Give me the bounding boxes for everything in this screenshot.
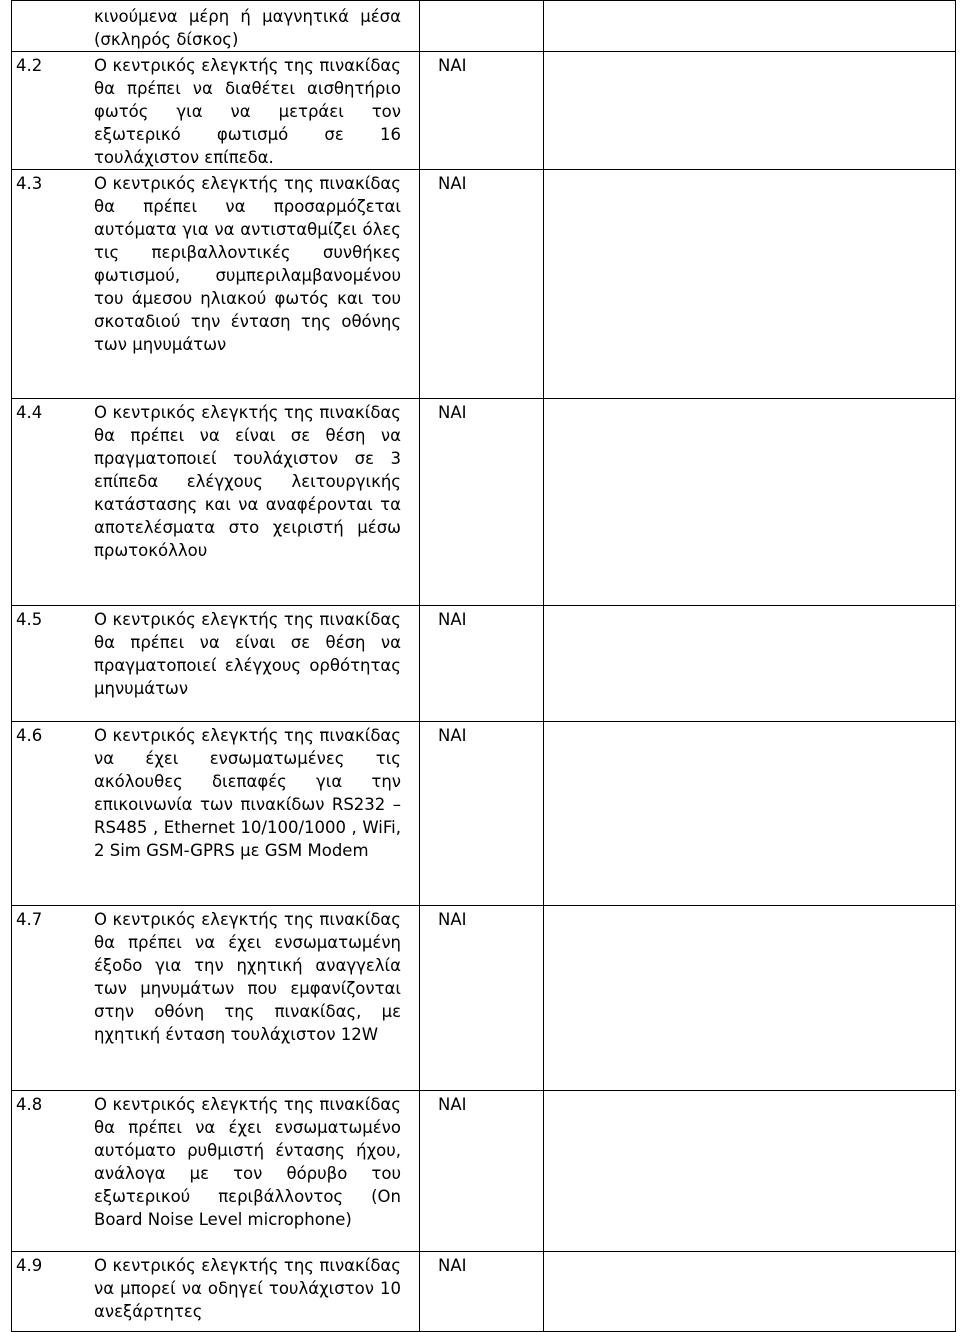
compliance-answer: ΝΑΙ (438, 910, 467, 929)
response-cell (420, 1091, 544, 1252)
response-cell (420, 1252, 544, 1332)
compliance-answer: ΝΑΙ (438, 1256, 467, 1275)
requirement-text: κινούμενα μέρη ή μαγνητικά μέσα (σκληρός δίσκος) (94, 7, 401, 49)
compliance-answer: ΝΑΙ (438, 56, 467, 75)
requirement-text: Ο κεντρικός ελεγκτής της πινακίδας θα πρέπει να είναι σε θέση να πραγματοποιεί ελέγχους ορθότητας μηνυμάτων (94, 610, 401, 698)
requirement-text: Ο κεντρικός ελεγκτής της πινακίδας θα πρέπει να έχει ενσωματωμένη έξοδο για την ηχητική αναγγελία των μηνυμάτων που εμφανίζονται στην οθόνη της πινακίδας, με ηχητική ένταση τουλάχιστον 12W (94, 910, 401, 1044)
requirement-number: 4.2 (16, 56, 43, 75)
requirement-text: Ο κεντρικός ελεγκτής της πινακίδας θα πρέπει να είναι σε θέση να πραγματοποιεί τουλάχιστον σε 3 επίπεδα ελέγχους λειτουργικής κατάστασης και να αναφέρονται τα αποτελέσματα στο χειριστή μέσω πρωτοκόλλου (94, 403, 401, 560)
requirement-number: 4.3 (16, 174, 43, 193)
reference-cell (544, 1091, 956, 1252)
response-cell (420, 399, 544, 606)
reference-cell (544, 399, 956, 606)
requirement-number: 4.4 (16, 403, 43, 422)
reference-cell (544, 906, 956, 1091)
table-row (12, 52, 956, 170)
requirement-cell (12, 722, 420, 906)
requirement-text: Ο κεντρικός ελεγκτής της πινακίδας θα πρέπει να διαθέτει αισθητήριο φωτός για να μετράει τον εξωτερικό φωτισμό σε 16 τουλάχιστον επίπεδα. (94, 56, 401, 167)
response-cell (420, 1, 544, 52)
table-row (12, 1252, 956, 1332)
requirement-cell (12, 170, 420, 399)
requirement-cell (12, 1252, 420, 1332)
compliance-answer: ΝΑΙ (438, 1095, 467, 1114)
requirement-number: 4.9 (16, 1256, 43, 1275)
requirement-number: 4.6 (16, 726, 43, 745)
requirement-cell (12, 52, 420, 170)
table-row-continuation (12, 1, 956, 52)
requirement-cell (12, 906, 420, 1091)
reference-cell (544, 722, 956, 906)
requirement-text: Ο κεντρικός ελεγκτής της πινακίδας θα πρέπει να προσαρμόζεται αυτόματα για να αντισταθμίζει όλες τις περιβαλλοντικές συνθήκες φωτισμού, συμπεριλαμβανομένου του άμεσου ηλιακού φωτός και του σκοταδιού την ένταση της οθόνης των μηνυμάτων (94, 174, 401, 354)
reference-cell (544, 52, 956, 170)
requirement-text: Ο κεντρικός ελεγκτής της πινακίδας θα πρέπει να έχει ενσωματωμένο αυτόματο ρυθμιστή έντασης ήχου, ανάλογα με τον θόρυβο του εξωτερικού περιβάλλοντος (On Board Noise Level microphone) (94, 1095, 401, 1229)
response-cell (420, 906, 544, 1091)
requirement-cell (12, 1091, 420, 1252)
table-row (12, 722, 956, 906)
compliance-answer: ΝΑΙ (438, 403, 467, 422)
table-row (12, 170, 956, 399)
requirement-number: 4.5 (16, 610, 43, 629)
compliance-answer: ΝΑΙ (438, 610, 467, 629)
requirement-number: 4.8 (16, 1095, 43, 1114)
requirement-cell (12, 399, 420, 606)
reference-cell (544, 170, 956, 399)
compliance-answer: ΝΑΙ (438, 726, 467, 745)
requirement-number: 4.7 (16, 910, 43, 929)
reference-cell (544, 1, 956, 52)
table-row (12, 906, 956, 1091)
requirement-text: Ο κεντρικός ελεγκτής της πινακίδας να μπορεί να οδηγεί τουλάχιστον 10 ανεξάρτητες (94, 1256, 401, 1321)
compliance-answer: ΝΑΙ (438, 174, 467, 193)
response-cell (420, 52, 544, 170)
response-cell (420, 722, 544, 906)
reference-cell (544, 606, 956, 722)
response-cell (420, 606, 544, 722)
requirement-text: Ο κεντρικός ελεγκτής της πινακίδας να έχει ενσωματωμένες τις ακόλουθες διεπαφές για την επικοινωνία των πινακίδων RS232 – RS485 , Ethernet 10/100/1000 , WiFi, 2 Sim GSM-GPRS με GSM Modem (94, 726, 401, 860)
response-cell (420, 170, 544, 399)
requirement-cell (12, 1, 420, 52)
reference-cell (544, 1252, 956, 1332)
requirement-cell (12, 606, 420, 722)
table-row (12, 606, 956, 722)
table-row (12, 1091, 956, 1252)
specification-table (11, 0, 956, 1332)
table-row (12, 399, 956, 606)
